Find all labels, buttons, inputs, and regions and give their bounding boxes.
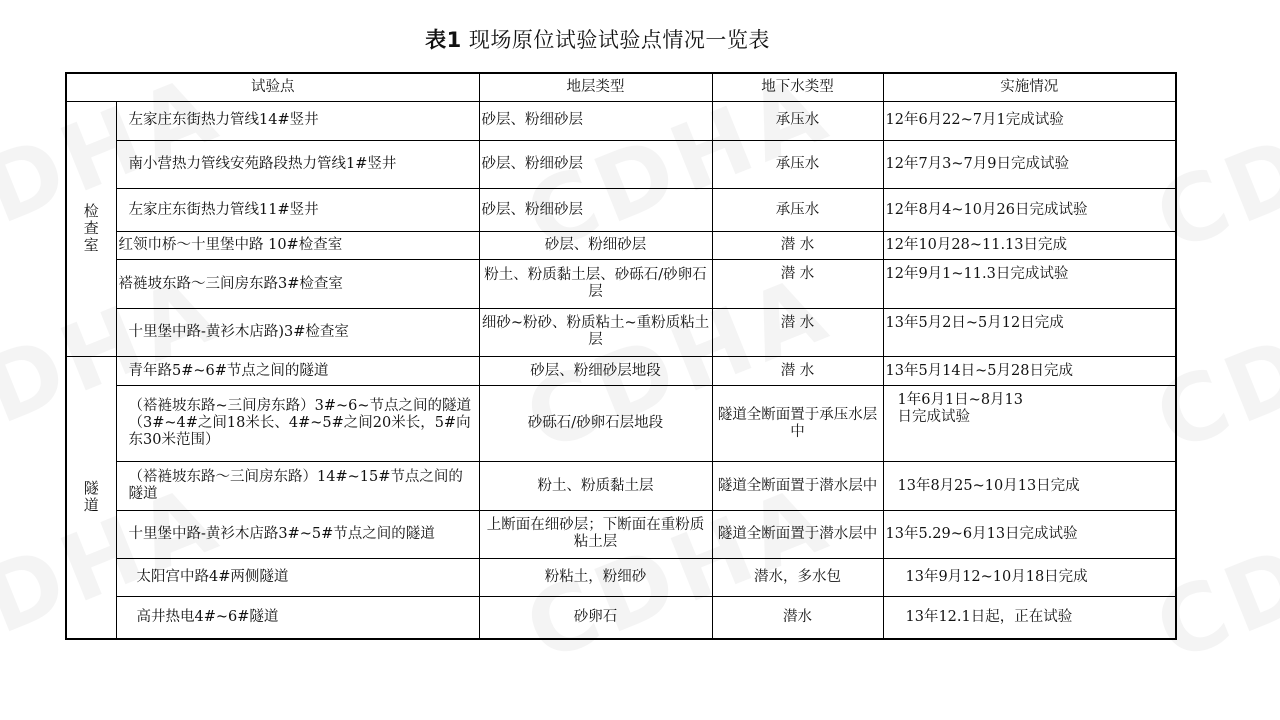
- row-point: 青年路5#~6#节点之间的隧道: [116, 356, 479, 385]
- row-groundwater: 潜 水: [712, 232, 883, 260]
- row-groundwater: 潜 水: [712, 356, 883, 385]
- row-groundwater: 隧道全断面置于潜水层中: [712, 462, 883, 510]
- row-point: 高井热电4#~6#隧道: [116, 597, 479, 639]
- row-point: 红领巾桥～十里堡中路 10#检查室: [116, 232, 479, 260]
- table-row: [66, 386, 1176, 462]
- row-point: 褡裢坡东路～三间房东路3#检查室: [116, 260, 479, 308]
- row-stratum: 砂层、粉细砂层: [479, 189, 712, 232]
- row-stratum: 砂层、粉细砂层地段: [479, 356, 712, 385]
- row-stratum: 粉土、粉质黏土层: [479, 462, 712, 510]
- table-row: [66, 597, 1176, 639]
- row-status: 1年6月1日~8月13日完成试验: [883, 386, 1176, 462]
- row-status: 12年6月22~7月1完成试验: [883, 101, 1176, 140]
- row-groundwater: 隧道全断面置于承压水层中: [712, 386, 883, 462]
- test-points-table: [65, 72, 1177, 640]
- table-row: [66, 356, 1176, 385]
- row-groundwater: 隧道全断面置于潜水层中: [712, 510, 883, 558]
- row-point: 十里堡中路-黄衫木店路3#~5#节点之间的隧道: [116, 510, 479, 558]
- table-row: [66, 462, 1176, 510]
- table-title-text: 现场原位试验试验点情况一览表: [461, 28, 770, 52]
- row-point: 南小营热力管线安苑路段热力管线1#竖井: [116, 140, 479, 188]
- row-point: 太阳宫中路4#两侧隧道: [116, 558, 479, 596]
- header-status: 实施情况: [883, 73, 1176, 101]
- row-status: 13年5月14日~5月28日完成: [883, 356, 1176, 385]
- row-point: 左家庄东街热力管线11#竖井: [116, 189, 479, 232]
- table-row: [66, 510, 1176, 558]
- row-status: 12年8月4~10月26日完成试验: [883, 189, 1176, 232]
- table-row: [66, 232, 1176, 260]
- row-groundwater: 承压水: [712, 101, 883, 140]
- table-title: [0, 24, 1195, 54]
- row-stratum: 上断面在细砂层；下断面在重粉质粘土层: [479, 510, 712, 558]
- table-header-row: [66, 73, 1176, 101]
- table-row: [66, 140, 1176, 188]
- row-status: 12年10月28~11.13日完成: [883, 232, 1176, 260]
- row-stratum: 砂层、粉细砂层: [479, 101, 712, 140]
- row-status: 13年5.29~6月13日完成试验: [883, 510, 1176, 558]
- row-groundwater: 承压水: [712, 140, 883, 188]
- row-point: （褡裢坡东路~三间房东路）3#~6~节点之间的隧道（3#~4#之间18米长、4#~5#之间20米长，5#向东30米范围）: [116, 386, 479, 462]
- header-groundwater: 地下水类型: [712, 73, 883, 101]
- row-status: 13年9月12~10月18日完成: [883, 558, 1176, 596]
- row-stratum: 粉土、粉质黏土层、砂砾石/砂卵石层: [479, 260, 712, 308]
- row-status: 13年8月25~10月13日完成: [883, 462, 1176, 510]
- row-stratum: 砂层、粉细砂层: [479, 232, 712, 260]
- row-status: 13年12.1日起，正在试验: [883, 597, 1176, 639]
- row-groundwater: 潜水: [712, 597, 883, 639]
- group-tunnel: 隧道: [66, 356, 116, 639]
- row-groundwater: 潜水，多水包: [712, 558, 883, 596]
- row-stratum: 粉粘土，粉细砂: [479, 558, 712, 596]
- row-point: （褡裢坡东路～三间房东路）14#~15#节点之间的隧道: [116, 462, 479, 510]
- table-row: [66, 308, 1176, 356]
- table-number: 表1: [425, 28, 462, 52]
- row-point: 十里堡中路-黄衫木店路)3#检查室: [116, 308, 479, 356]
- table-row: [66, 101, 1176, 140]
- table-row: [66, 260, 1176, 308]
- row-groundwater: 潜 水: [712, 308, 883, 356]
- row-status: 12年9月1~11.3日完成试验: [883, 260, 1176, 308]
- row-stratum: 砂卵石: [479, 597, 712, 639]
- row-groundwater: 承压水: [712, 189, 883, 232]
- row-status: 13年5月2日~5月12日完成: [883, 308, 1176, 356]
- row-stratum: 砂砾石/砂卵石层地段: [479, 386, 712, 462]
- table-row: [66, 189, 1176, 232]
- row-point: 左家庄东街热力管线14#竖井: [116, 101, 479, 140]
- row-status: 12年7月3~7月9日完成试验: [883, 140, 1176, 188]
- group-inspection: 检查室: [66, 101, 116, 356]
- header-point: 试验点: [66, 73, 479, 101]
- row-stratum: 砂层、粉细砂层: [479, 140, 712, 188]
- header-stratum: 地层类型: [479, 73, 712, 101]
- row-groundwater: 潜 水: [712, 260, 883, 308]
- table-row: [66, 558, 1176, 596]
- row-stratum: 细砂~粉砂、粉质粘土~重粉质粘土层: [479, 308, 712, 356]
